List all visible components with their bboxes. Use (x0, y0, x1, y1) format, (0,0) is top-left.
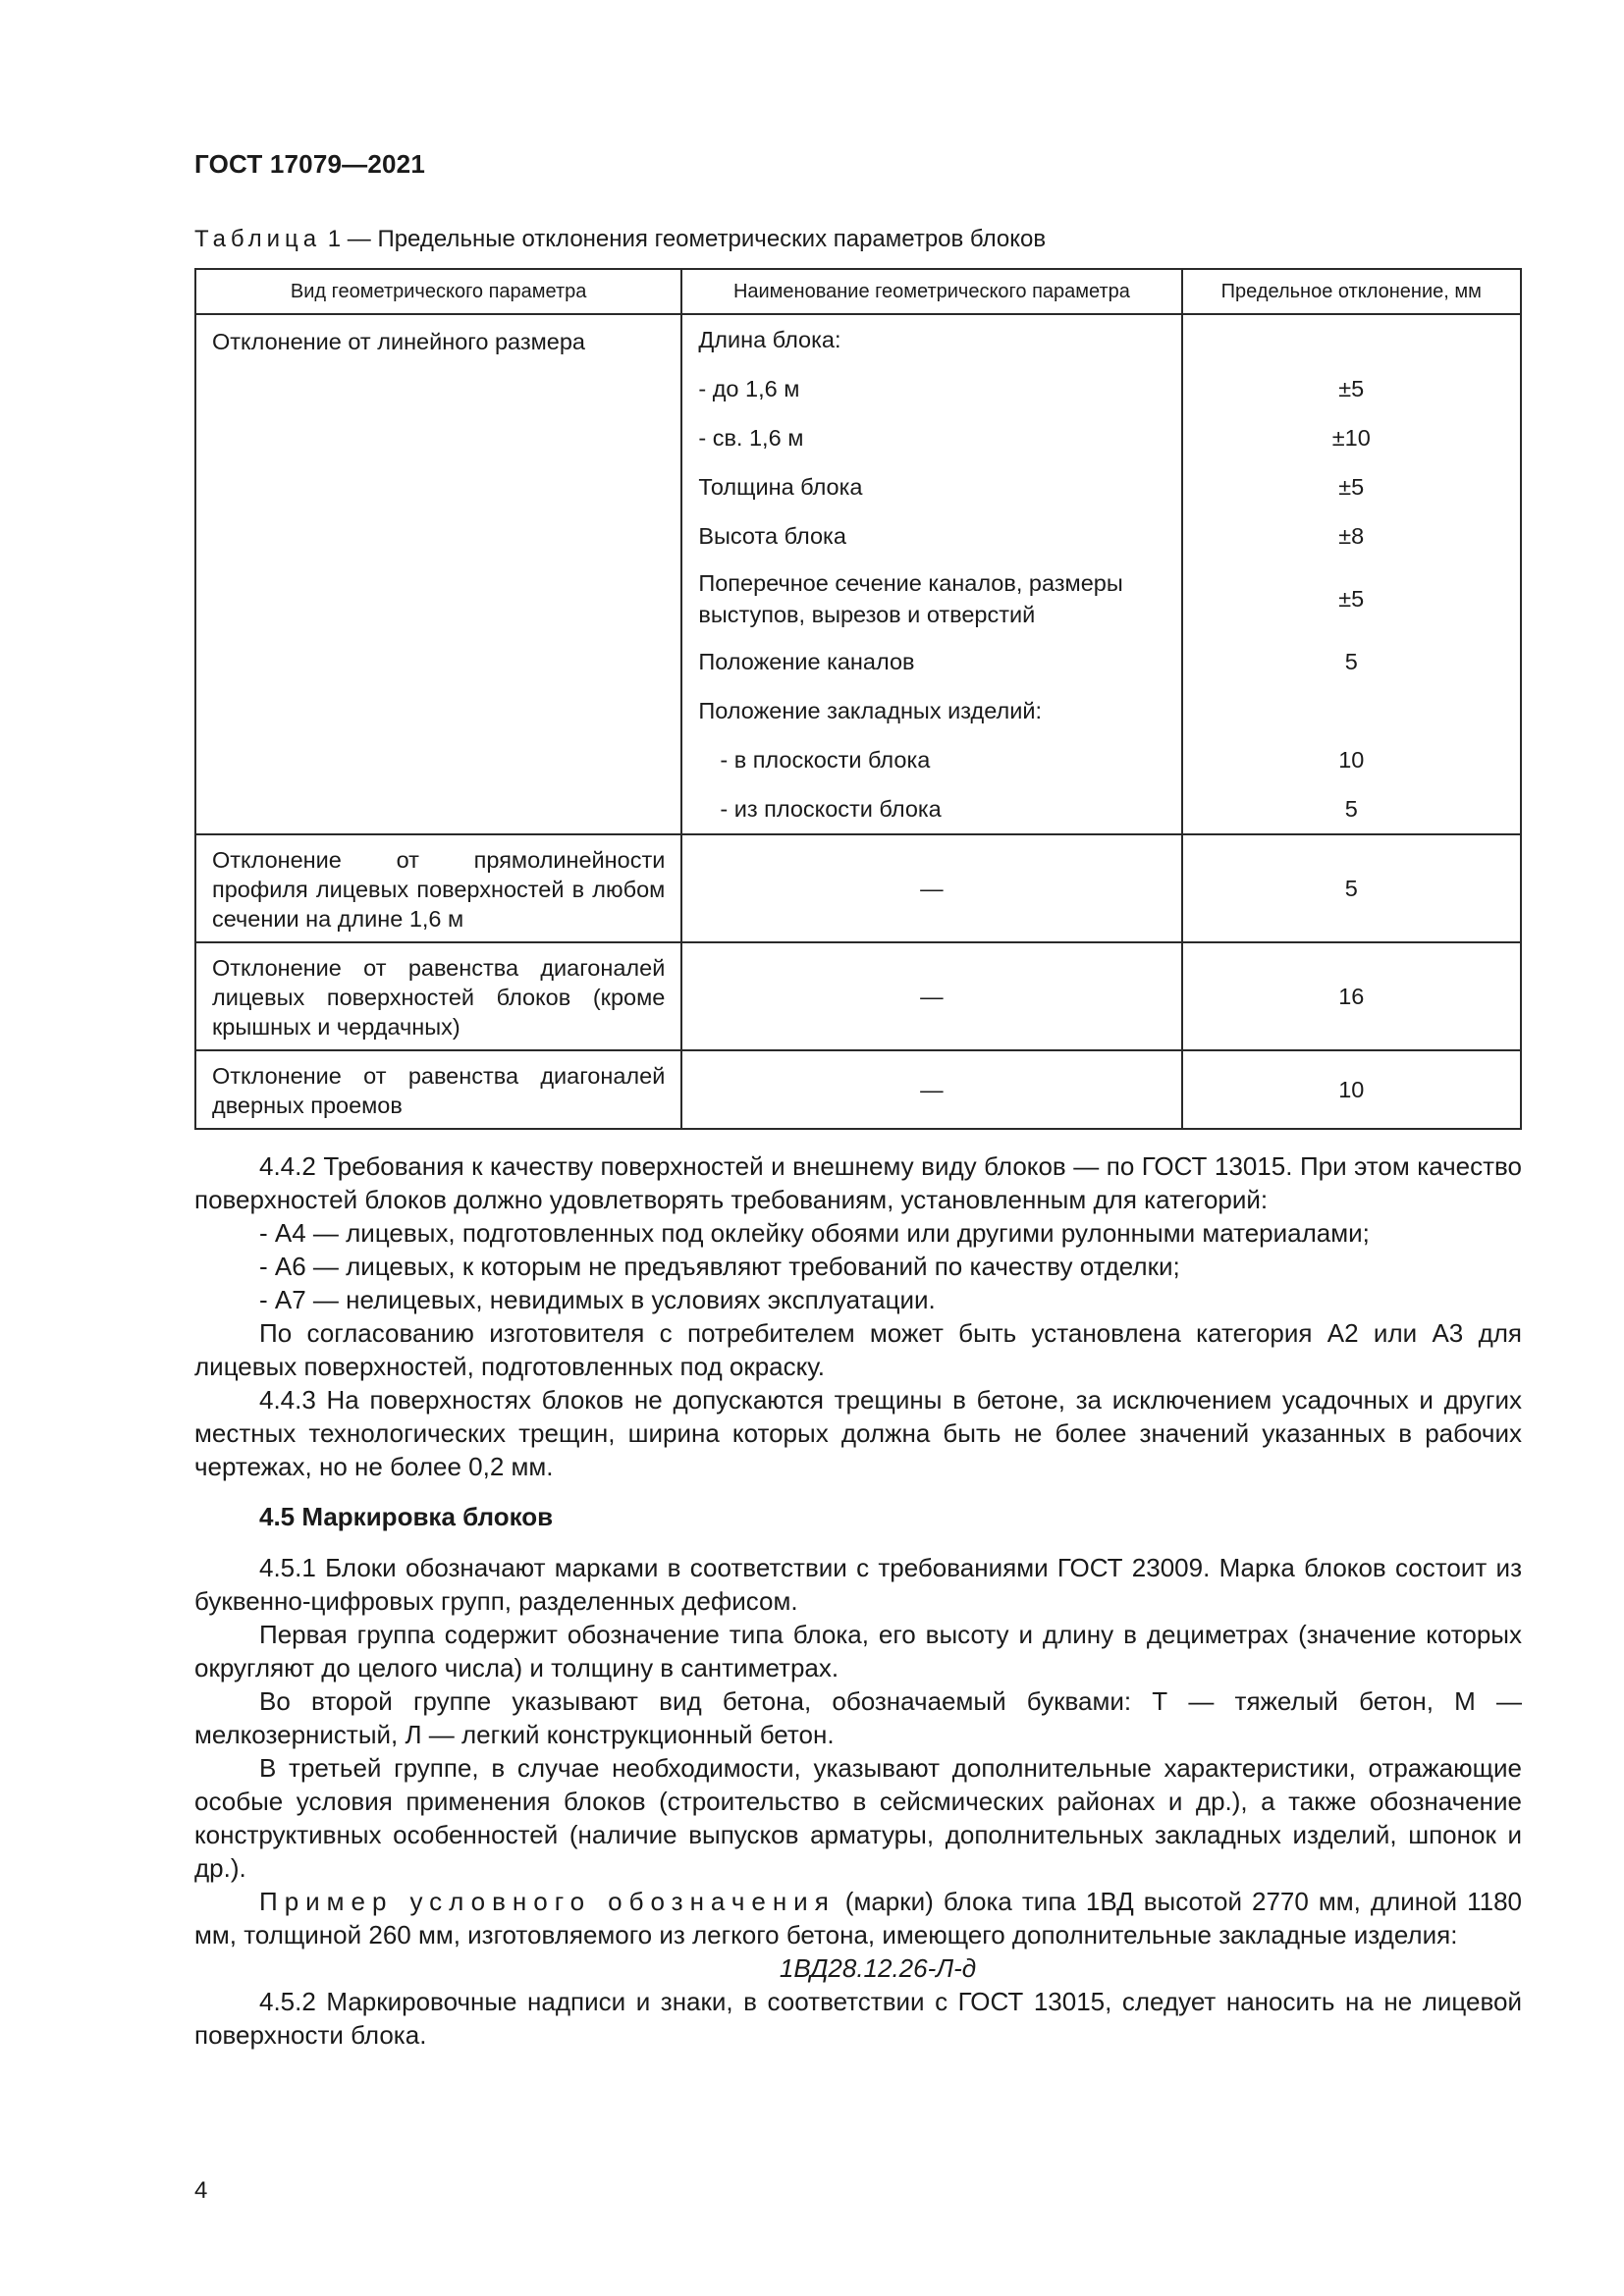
paragraph-4-5-1: 4.5.1 Блоки обозначают марками в соответствии с требованиями ГОСТ 23009. Марка блоков состоит из буквенно-цифровых групп, разделенных дефисом. (194, 1553, 1522, 1616)
paragraph-third-group: В третьей группе, в случае необходимости, указывают дополнительные характеристики, отражающие особые условия применения блоков (строительство в сейсмических районах и др.), а также обозначение конструктивных особенностей (наличие выпусков арматуры, дополнительных закладных изделий, шпонок и др.). (194, 1753, 1522, 1883)
param-name: - св. 1,6 м (698, 424, 804, 451)
table-cell-value: 5 (1182, 834, 1521, 942)
param-name: - до 1,6 м (698, 375, 800, 401)
body-text-1 (194, 1149, 1522, 1483)
paragraph-example (194, 1885, 1522, 1951)
list-item: - А4 — лицевых, подготовленных под оклейку обоями или другими рулонными материалами; (259, 1218, 1370, 1248)
table-row (195, 942, 1521, 1050)
param-value: ±10 (1331, 424, 1371, 451)
table-cell-value: 16 (1182, 942, 1521, 1050)
param-value: ±5 (1338, 375, 1365, 401)
table-row (195, 1050, 1521, 1129)
list-item: - А7 — нелицевых, невидимых в условиях эксплуатации. (259, 1285, 936, 1314)
param-name: Длина блока: (698, 326, 841, 352)
table-header-name: Наименование геометрического параметра (681, 269, 1181, 314)
table-cell-value: 10 (1182, 1050, 1521, 1129)
table-cell-names (681, 314, 1181, 834)
table-cell-kind: Отклонение от линейного размера (195, 314, 681, 834)
paragraph-4-5-2: 4.5.2 Маркировочные надписи и знаки, в соответствии с ГОСТ 13015, следует наносить на не лицевой поверхности блока. (194, 1987, 1522, 2050)
table-cell-values (1182, 314, 1521, 834)
table-cell-kind: Отклонение от равенства диагоналей лицевых поверхностей блоков (кроме крышных и чердачных) (195, 942, 681, 1050)
table-cell-kind: Отклонение от равенства диагоналей дверных проемов (195, 1050, 681, 1129)
table-cell-kind: Отклонение от прямолинейности профиля лицевых поверхностей в любом сечении на длине 1,6 м (195, 834, 681, 942)
param-name: - из плоскости блока (720, 795, 942, 822)
table-caption-text: 1 — Предельные отклонения геометрических параметров блоков (321, 226, 1047, 252)
table-cell-name: — (681, 942, 1181, 1050)
paragraph-4-4-2: 4.4.2 Требования к качеству поверхностей и внешнему виду блоков — по ГОСТ 13015. При этом качество поверхностей блоков должно удовлетворять требованиям, установленным для категорий: (194, 1151, 1522, 1214)
body-text-2 (194, 1500, 1522, 1533)
param-value: ±5 (1338, 585, 1365, 612)
paragraph-second-group: Во второй группе указывают вид бетона, обозначаемый буквами: Т — тяжелый бетон, М — мелкозернистый, Л — легкий конструкционный бетон. (194, 1686, 1522, 1749)
list-item: - А6 — лицевых, к которым не предъявляют требований по качеству отделки; (259, 1252, 1180, 1281)
body-text-3 (194, 1551, 1522, 2052)
param-name: Положение закладных изделий: (698, 697, 1042, 723)
paragraph-agreement: По согласованию изготовителя с потребителем может быть установлена категория А2 или А3 для лицевых поверхностей, подготовленных под окраску. (194, 1318, 1522, 1381)
example-text: (марки) блока типа 1ВД высотой 2770 мм, длиной 1180 мм, толщиной 260 мм, изготовляемого из легкого бетона, имеющего дополнительные закладные изделия: (194, 1887, 1522, 1949)
table-cell-name: — (681, 834, 1181, 942)
paragraph-4-4-3: 4.4.3 На поверхностях блоков не допускаются трещины в бетоне, за исключением усадочных и других местных технологических трещин, ширина которых должна быть не более значений указанных в рабочих чертежах, но не более 0,2 мм. (194, 1385, 1522, 1481)
table-cell-name: — (681, 1050, 1181, 1129)
param-value: 5 (1344, 648, 1358, 674)
param-name: Толщина блока (698, 473, 863, 500)
table-row (195, 834, 1521, 942)
param-value: ±5 (1338, 473, 1365, 500)
param-name: Высота блока (698, 522, 846, 549)
section-heading-4-5: 4.5 Маркировка блоков (259, 1502, 554, 1531)
param-name: Поперечное сечение каналов, размеры выступов, вырезов и отверстий (698, 570, 1123, 627)
table-header-value: Предельное отклонение, мм (1182, 269, 1521, 314)
designation-formula: 1ВД28.12.26-Л-д (779, 1953, 977, 1983)
paragraph-first-group: Первая группа содержит обозначение типа блока, его высоту и длину в дециметрах (значение которых округляют до целого числа) и толщину в сантиметрах. (194, 1620, 1522, 1682)
param-name: - в плоскости блока (720, 746, 931, 773)
table-row (195, 314, 1521, 834)
param-name: Положение каналов (698, 648, 915, 674)
param-value: 5 (1344, 795, 1358, 822)
param-value (1183, 686, 1520, 735)
page-number: 4 (194, 2177, 208, 2204)
param-value: ±8 (1338, 522, 1365, 549)
param-value: 10 (1338, 746, 1365, 773)
tolerance-table (194, 268, 1522, 1130)
param-value (1183, 315, 1520, 364)
document-header: ГОСТ 17079—2021 (194, 149, 425, 179)
table-caption (194, 226, 1046, 253)
table-header-row (195, 269, 1521, 314)
example-label: Пример условного обозначения (259, 1887, 836, 1916)
table-caption-prefix: Таблица (194, 226, 322, 252)
table-header-kind: Вид геометрического параметра (195, 269, 681, 314)
